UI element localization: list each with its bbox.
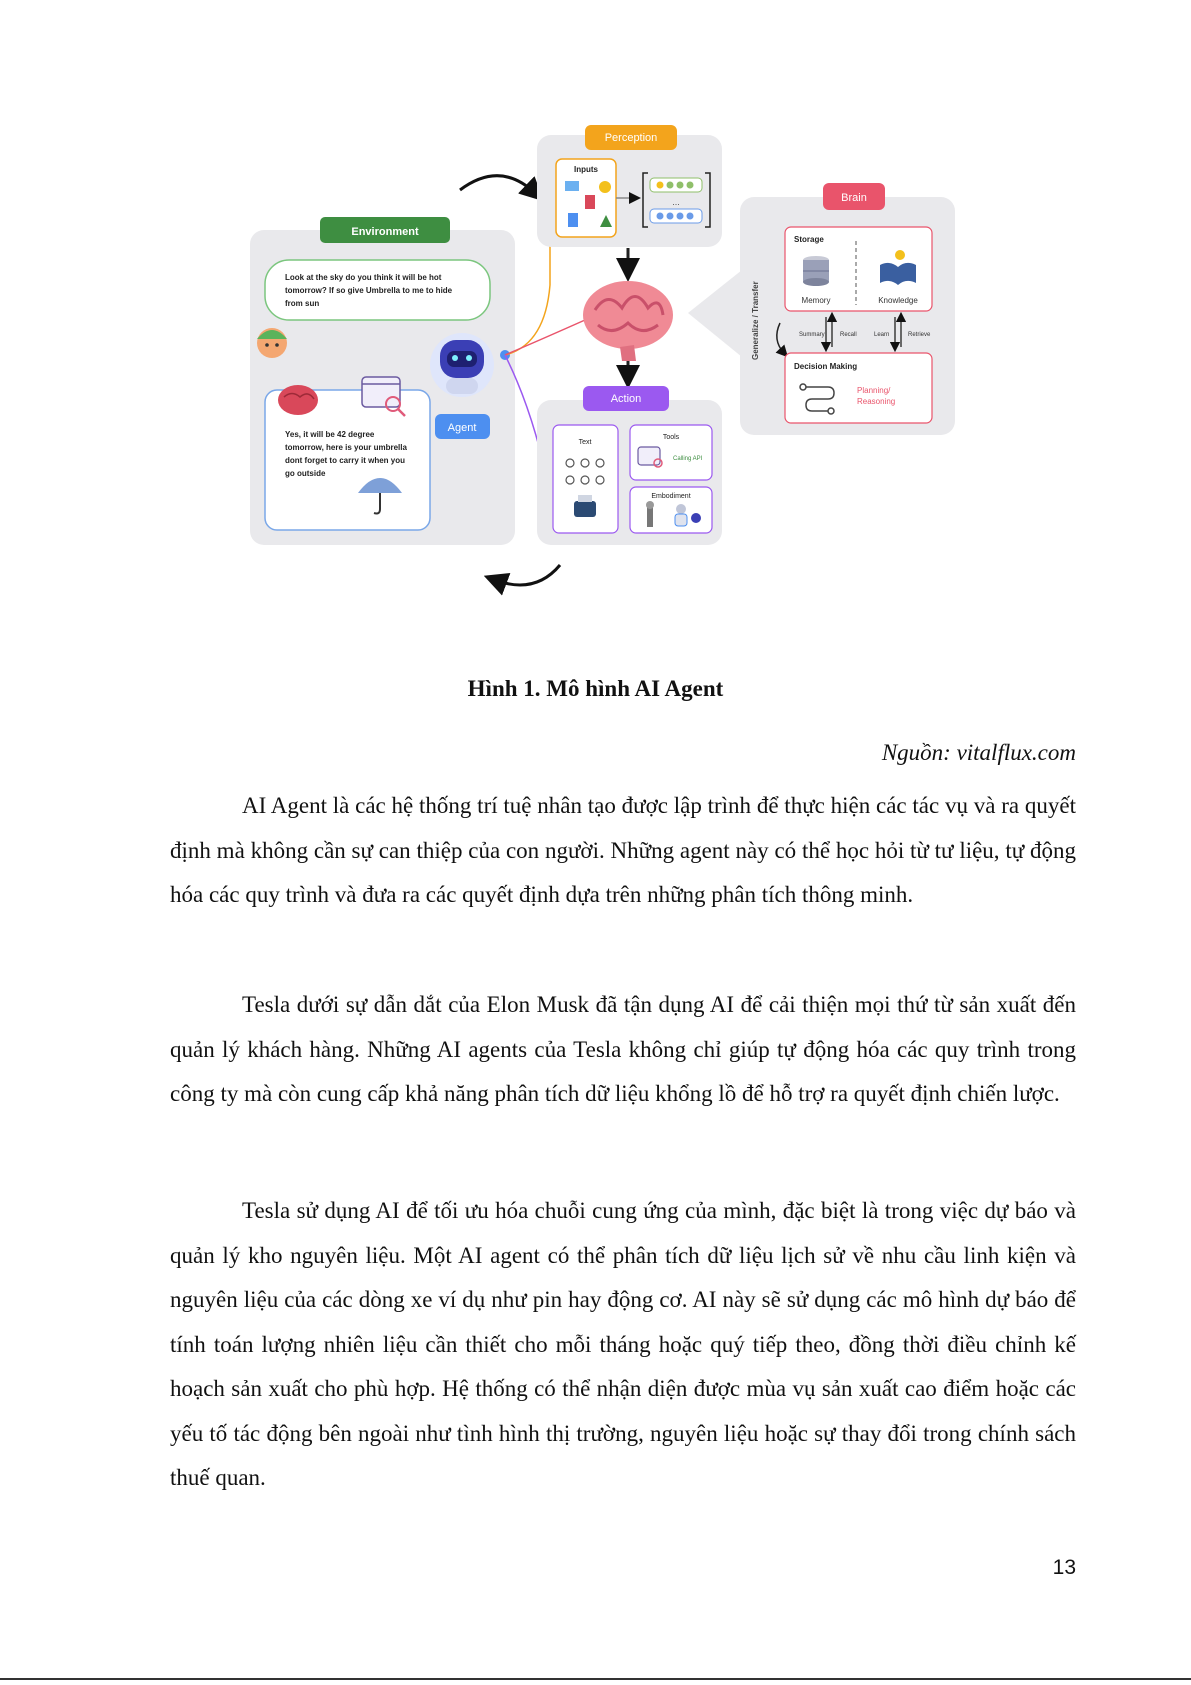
inputs-label: Inputs: [574, 165, 598, 174]
perception-label: Perception: [604, 132, 658, 144]
generalize-transfer-label: Generalize / Transfer: [751, 281, 760, 360]
tools-label: Tools: [662, 434, 680, 441]
agent-reply-line: go outside: [285, 469, 326, 478]
figure-source: Nguồn: vitalflux.com: [881, 740, 1076, 765]
body-paragraph: Tesla sử dụng AI để tối ưu hóa chuỗi cung ứng của mình, đặc biệt là trong việc dự báo và quản lý kho nguyên liệu. Một AI agent có thể phân tích dữ liệu lịch sử về nhu cầu linh kiện và nguyên liệu của các dòng xe ví dụ như pin hay động cơ. AI này sẽ sử dụng các mô hình dự báo để tính toán lượng nhiên liệu cần thiết cho mỗi tháng hoặc quý tiếp theo, đồng thời điều chỉnh kế hoạch sản xuất cho phù hợp. Hệ thống có thể nhận diện được mùa vụ sản xuất cao điểm hoặc các yếu tố tác động bên ngoài như tình hình thị trường, nguyên liệu hoặc sự thay đổi trong chính sách thuế quan.: [170, 1198, 1076, 1490]
body-paragraph: Tesla dưới sự dẫn dắt của Elon Musk đã tận dụng AI để cải thiện mọi thứ từ sản xuất đến quản lý khách hàng. Những AI agents của Tesla không chỉ giúp tự động hóa các quy trình trong công ty mà còn cung cấp khả năng phân tích dữ liệu khổng lồ để hỗ trợ ra quyết định chiến lược.: [170, 992, 1076, 1106]
retrieve-label: Retrieve: [908, 332, 931, 338]
robot-arm-icon: [646, 501, 654, 527]
user-message-line: Look at the sky do you think it will be hot: [285, 273, 442, 282]
figure-caption: Hình 1. Mô hình AI Agent: [467, 676, 724, 701]
storage-label: Storage: [794, 235, 824, 244]
knowledge-label: Knowledge: [878, 296, 918, 305]
brain-label: Brain: [841, 192, 867, 204]
agent-reply-line: dont forget to carry it when you: [285, 456, 406, 465]
cycle-arrow-bottom: [495, 565, 560, 585]
memory-label: Memory: [801, 296, 831, 305]
recall-label: Recall: [840, 332, 857, 338]
user-avatar-icon: [257, 328, 287, 358]
decision-making-label: Decision Making: [794, 362, 858, 371]
database-memory-icon: [803, 256, 829, 286]
agent-reply-line: Yes, it will be 42 degree: [285, 430, 375, 439]
calling-api-label: Calling API: [673, 456, 703, 462]
agent-reply-line: tomorrow, here is your umbrella: [285, 443, 407, 452]
body-paragraph: AI Agent là các hệ thống trí tuệ nhân tạo được lập trình để thực hiện các tác vụ và ra quyết định mà không cần sự can thiệp của con người. Những agent này có thể học hỏi từ tư liệu, tự động hóa các quy trình và đưa ra các quyết định dựa trên những phân tích thông minh.: [170, 793, 1076, 907]
calling-api-icon: [638, 447, 662, 467]
cycle-arrow-top: [460, 176, 535, 193]
planning-label-line: Reasoning: [857, 397, 896, 406]
agent-robot-icon: [430, 333, 494, 397]
embodiment-label: Embodiment: [651, 493, 691, 500]
environment-label: Environment: [351, 226, 419, 238]
ai-agent-diagram: [250, 125, 1030, 625]
page-number: 13: [1052, 1556, 1076, 1579]
brain-illustration-icon: [278, 385, 318, 415]
agent-label: Agent: [447, 422, 477, 434]
svg-text:...: ...: [672, 197, 680, 207]
central-brain-icon: [583, 281, 673, 361]
user-message-line: from sun: [285, 299, 320, 308]
action-label: Action: [610, 393, 642, 405]
text-action-label: Text: [578, 439, 592, 446]
user-message-line: tomorrow? If so give Umbrella to me to hide: [285, 286, 453, 295]
brain-panel-pointer: [688, 270, 742, 357]
footer-rule: [0, 1678, 1191, 1680]
summary-label: Summary: [799, 332, 825, 338]
learn-label: Learn: [874, 332, 890, 338]
planning-label-line: Planning/: [857, 386, 891, 395]
